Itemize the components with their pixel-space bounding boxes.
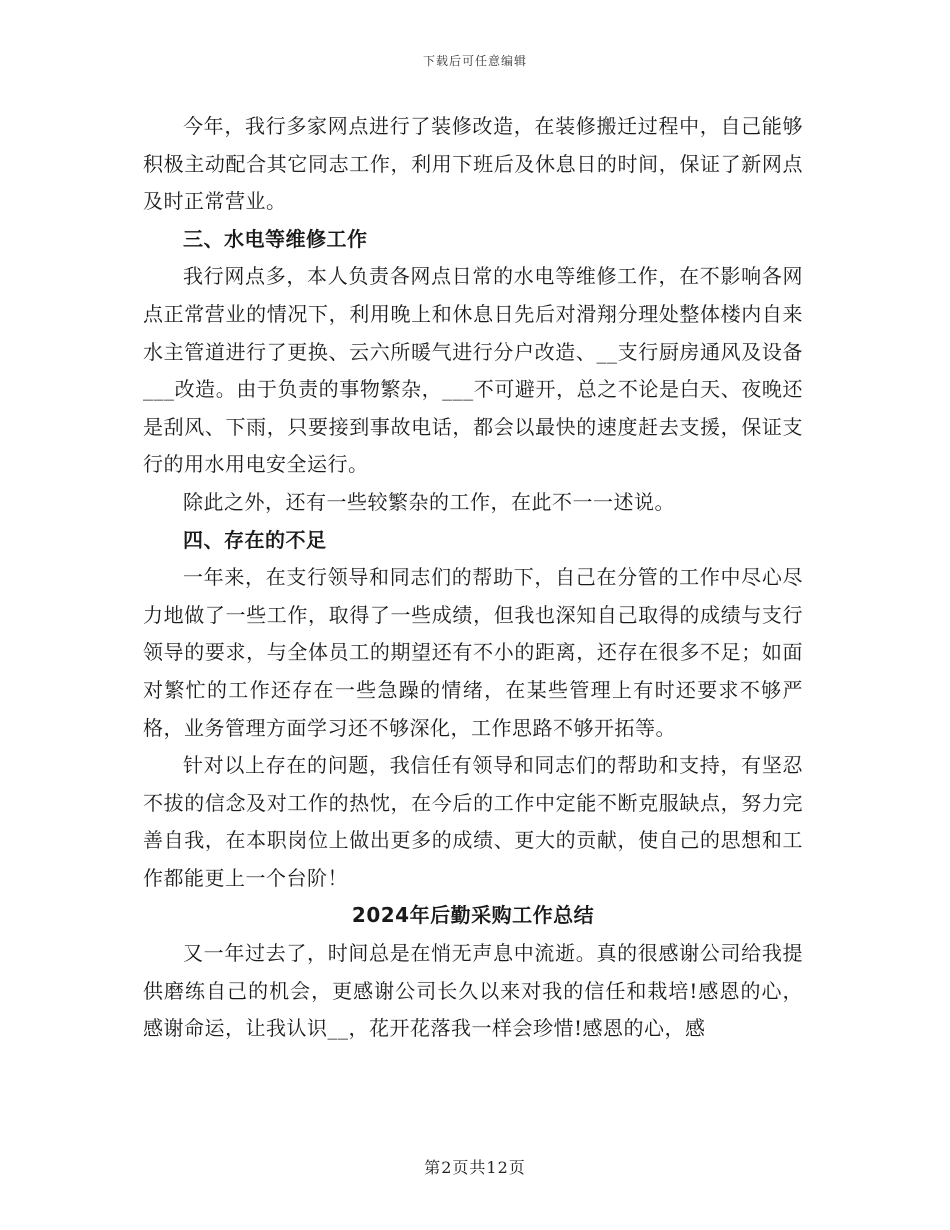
page-number-footer: 第2页共12页 <box>424 1158 526 1177</box>
paragraph-other-work: 除此之外，还有一些较繁杂的工作，在此不一一述说。 <box>183 489 675 514</box>
paragraph-maintenance: 我行网点多，本人负责各网点日常的水电等维修工作，在不影响各网点正常营业的情况下，利用晚上和休息日先后对滑翔分理处整体楼内自来水主管道进行了更换、云六所暖气进行分户改造、__支行厨房通风及设备___改造。由于负责的事物繁杂，___不可避开，总之不论是白天、夜晚还是刮风、下雨，只要接到事故电话，都会以最快的速度赶去支援，保证支行的用水用电安全运行。 <box>143 264 803 477</box>
page-header-note: 下载后可任意编辑 <box>422 54 527 68</box>
document-body <box>143 108 803 1048</box>
paragraph-improvement: 针对以上存在的问题，我信任有领导和同志们的帮助和支持，有坚忍不拔的信念及对工作的热忱，在今后的工作中定能不断克服缺点，努力完善自我，在本职岗位上做出更多的成绩、更大的贡献，使自己的思想和工作都能更上一个台阶！ <box>143 753 803 890</box>
section-heading-maintenance: 三、水电等维修工作 <box>183 226 368 251</box>
paragraph-gratitude: 又一年过去了，时间总是在悄无声息中流逝。真的很感谢公司给我提供磨练自己的机会，更感谢公司长久以来对我的信任和栽培!感恩的心，感谢命运，让我认识__，花开花落我一样会珍惜!感恩的心，感 <box>143 941 803 1041</box>
paragraph-shortcomings: 一年来，在支行领导和同志们的帮助下，自己在分管的工作中尽心尽力地做了一些工作，取得了一些成绩，但我也深知自己取得的成绩与支行领导的要求，与全体员工的期望还有不小的距离，还存在很多不足；如面对繁忙的工作还存在一些急躁的情绪，在某些管理上有时还要求不够严格，业务管理方面学习还不够深化，工作思路不够开拓等。 <box>143 565 803 740</box>
section-heading-shortcomings: 四、存在的不足 <box>183 527 327 552</box>
document-title-2024: 2024年后勤采购工作总结 <box>351 903 595 928</box>
paragraph-renovation: 今年，我行多家网点进行了装修改造，在装修搬迁过程中，自己能够积极主动配合其它同志工作，利用下班后及休息日的时间，保证了新网点及时正常营业。 <box>143 114 803 214</box>
